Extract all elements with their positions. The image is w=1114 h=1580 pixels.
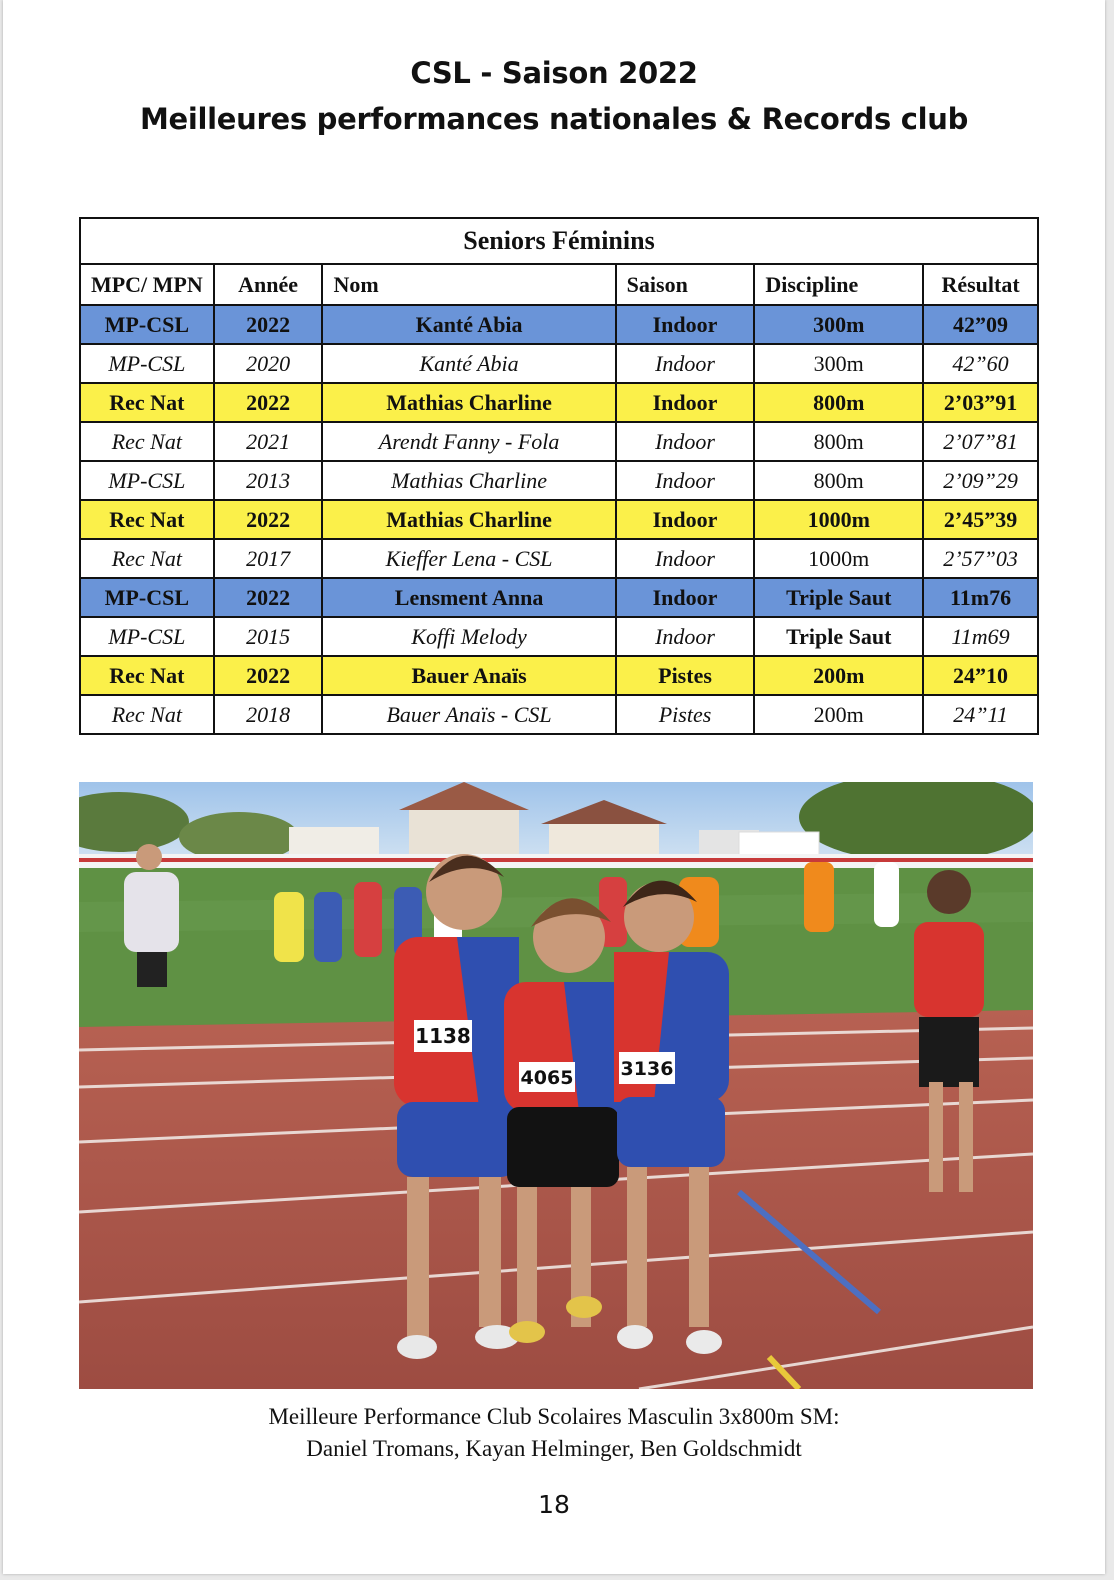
- result-cell: 2’09”29: [923, 461, 1038, 500]
- year-cell: 2015: [214, 617, 323, 656]
- season-cell: Pistes: [616, 656, 755, 695]
- table-section-title: Seniors Féminins: [80, 218, 1038, 264]
- type-cell: Rec Nat: [80, 500, 214, 539]
- table-header-row: [80, 264, 1038, 305]
- result-cell: 2’45”39: [923, 500, 1038, 539]
- table-row: [80, 695, 1038, 734]
- season-cell: Indoor: [616, 344, 755, 383]
- table-row: [80, 383, 1038, 422]
- name-cell: Bauer Anaïs: [322, 656, 615, 695]
- type-cell: MP-CSL: [80, 578, 214, 617]
- year-cell: 2013: [214, 461, 323, 500]
- team-photo: [79, 782, 1033, 1389]
- season-cell: Indoor: [616, 461, 755, 500]
- season-cell: Pistes: [616, 695, 755, 734]
- table-row: [80, 461, 1038, 500]
- photo-caption-line2: Daniel Tromans, Kayan Helminger, Ben Goldschmidt: [306, 1436, 802, 1461]
- year-cell: 2022: [214, 656, 323, 695]
- result-cell: 42”60: [923, 344, 1038, 383]
- type-cell: MP-CSL: [80, 305, 214, 344]
- discipline-cell: 300m: [754, 305, 923, 344]
- column-header: Nom: [322, 264, 615, 305]
- year-cell: 2022: [214, 578, 323, 617]
- year-cell: 2021: [214, 422, 323, 461]
- column-header: MPC/ MPN: [80, 264, 214, 305]
- name-cell: Kieffer Lena - CSL: [322, 539, 615, 578]
- table-row: [80, 422, 1038, 461]
- discipline-cell: 300m: [754, 344, 923, 383]
- result-cell: 24”10: [923, 656, 1038, 695]
- page-number: 18: [538, 1490, 570, 1519]
- type-cell: Rec Nat: [80, 422, 214, 461]
- name-cell: Kanté Abia: [322, 344, 615, 383]
- name-cell: Kanté Abia: [322, 305, 615, 344]
- result-cell: 2’03”91: [923, 383, 1038, 422]
- season-cell: Indoor: [616, 617, 755, 656]
- season-cell: Indoor: [616, 422, 755, 461]
- type-cell: MP-CSL: [80, 617, 214, 656]
- result-cell: 11m69: [923, 617, 1038, 656]
- season-cell: Indoor: [616, 578, 755, 617]
- type-cell: MP-CSL: [80, 344, 214, 383]
- result-cell: 2’07”81: [923, 422, 1038, 461]
- season-cell: Indoor: [616, 305, 755, 344]
- name-cell: Koffi Melody: [322, 617, 615, 656]
- season-cell: Indoor: [616, 383, 755, 422]
- photo-caption-line1: Meilleure Performance Club Scolaires Masculin 3x800m SM:: [268, 1404, 840, 1429]
- year-cell: 2017: [214, 539, 323, 578]
- year-cell: 2018: [214, 695, 323, 734]
- type-cell: MP-CSL: [80, 461, 214, 500]
- result-cell: 42”09: [923, 305, 1038, 344]
- table-row: [80, 617, 1038, 656]
- type-cell: Rec Nat: [80, 383, 214, 422]
- bib-number: 4065: [520, 1067, 574, 1089]
- table-row: [80, 539, 1038, 578]
- year-cell: 2022: [214, 500, 323, 539]
- type-cell: Rec Nat: [80, 539, 214, 578]
- discipline-cell: 1000m: [754, 500, 923, 539]
- table-row: [80, 656, 1038, 695]
- document-page: [3, 0, 1105, 1574]
- table-row: [80, 305, 1038, 344]
- bib-number: 1138: [415, 1024, 471, 1048]
- column-header: Résultat: [923, 264, 1038, 305]
- table-row: [80, 500, 1038, 539]
- result-cell: 24”11: [923, 695, 1038, 734]
- result-cell: 2’57”03: [923, 539, 1038, 578]
- name-cell: Arendt Fanny - Fola: [322, 422, 615, 461]
- name-cell: Mathias Charline: [322, 500, 615, 539]
- discipline-cell: 200m: [754, 656, 923, 695]
- year-cell: 2022: [214, 305, 323, 344]
- discipline-cell: 800m: [754, 461, 923, 500]
- year-cell: 2022: [214, 383, 323, 422]
- column-header: Discipline: [754, 264, 923, 305]
- discipline-cell: 1000m: [754, 539, 923, 578]
- page-title-line1: CSL - Saison 2022: [410, 56, 698, 90]
- name-cell: Mathias Charline: [322, 383, 615, 422]
- season-cell: Indoor: [616, 500, 755, 539]
- records-table: [79, 217, 1039, 735]
- discipline-cell: Triple Saut: [754, 578, 923, 617]
- discipline-cell: 800m: [754, 422, 923, 461]
- name-cell: Bauer Anaïs - CSL: [322, 695, 615, 734]
- discipline-cell: 200m: [754, 695, 923, 734]
- result-cell: 11m76: [923, 578, 1038, 617]
- column-header: Saison: [616, 264, 755, 305]
- table-row: [80, 344, 1038, 383]
- discipline-cell: Triple Saut: [754, 617, 923, 656]
- column-header: Année: [214, 264, 323, 305]
- page-title-line2: Meilleures performances nationales & Records club: [139, 102, 969, 136]
- table-row: [80, 578, 1038, 617]
- discipline-cell: 800m: [754, 383, 923, 422]
- type-cell: Rec Nat: [80, 695, 214, 734]
- bib-number: 3136: [620, 1058, 674, 1080]
- season-cell: Indoor: [616, 539, 755, 578]
- type-cell: Rec Nat: [80, 656, 214, 695]
- name-cell: Mathias Charline: [322, 461, 615, 500]
- name-cell: Lensment Anna: [322, 578, 615, 617]
- year-cell: 2020: [214, 344, 323, 383]
